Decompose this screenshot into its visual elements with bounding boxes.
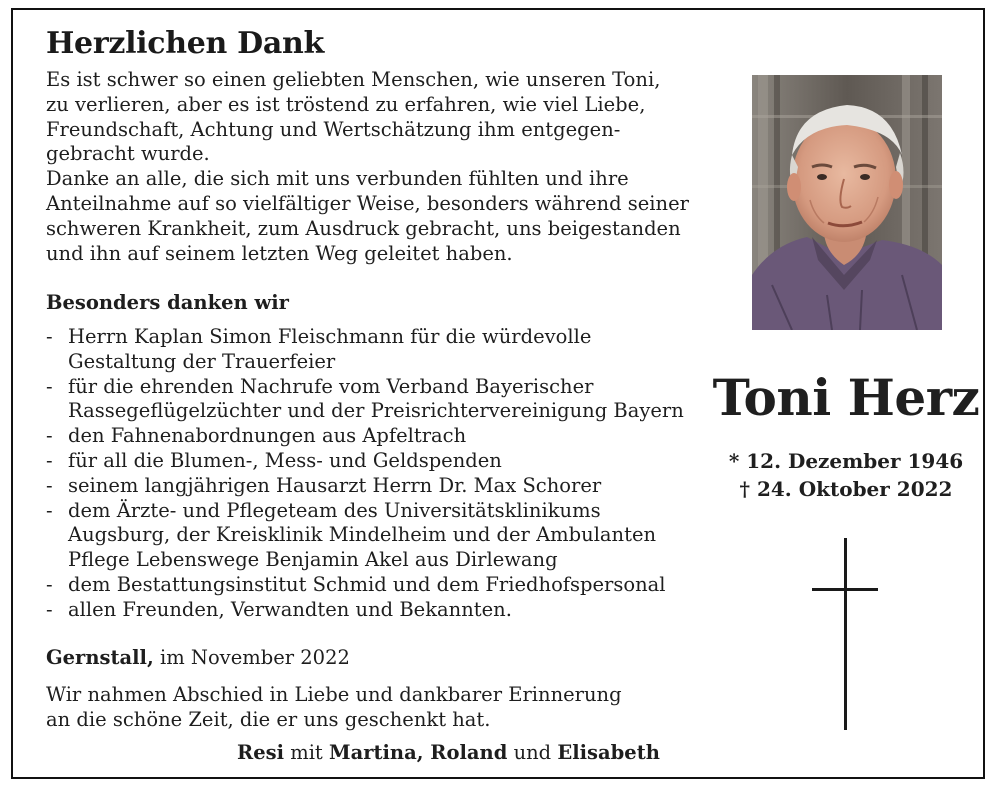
intro-line: Anteilnahme auf so vielfältiger Weise, besonders während seiner — [46, 191, 689, 215]
dash: - — [46, 473, 53, 497]
dash: - — [46, 374, 53, 398]
signature-word: mit — [290, 741, 323, 764]
farewell-text — [46, 683, 622, 733]
intro-line: Danke an alle, die sich mit uns verbunden fühlten und ihre — [46, 167, 629, 191]
dash: - — [46, 597, 53, 621]
farewell-line: an die schöne Zeit, die er uns geschenkt hat. — [46, 707, 491, 731]
cross-icon — [812, 538, 878, 730]
list-item-line: den Fahnenabordnungen aus Apfeltrach — [68, 424, 467, 448]
dash: - — [46, 424, 53, 448]
date: im November 2022 — [159, 646, 350, 669]
list-item — [46, 474, 684, 499]
portrait-photo — [752, 75, 942, 330]
farewell-line: Wir nahmen Abschied in Liebe und dankbarer Erinnerung — [46, 683, 622, 706]
cross-horizontal — [812, 588, 878, 591]
thanks-heading: Besonders danken wir — [46, 291, 289, 314]
cross-vertical — [844, 538, 847, 730]
list-item — [46, 598, 684, 623]
list-item-line: Pflege Lebenswege Benjamin Akel aus Dirlewang — [68, 548, 558, 572]
list-item — [46, 424, 684, 449]
list-item — [46, 449, 684, 474]
list-item-line: dem Ärzte- und Pflegeteam des Universitätsklinikums — [68, 498, 601, 522]
list-item-line: dem Bestattungsinstitut Schmid und dem Friedhofspersonal — [68, 572, 666, 596]
list-item-line: Augsburg, der Kreisklinik Mindelheim und der Ambulanten — [68, 523, 657, 547]
list-item — [46, 325, 684, 375]
list-item-line: Rassegeflügelzüchter und der Preisrichtervereinigung Bayern — [68, 399, 684, 423]
intro-line: Freundschaft, Achtung und Wertschätzung ihm entgegen- — [46, 117, 621, 141]
list-item — [46, 499, 684, 573]
list-item-line: für die ehrenden Nachrufe vom Verband Bayerischer — [68, 374, 594, 398]
list-item — [46, 573, 684, 598]
intro-line: gebracht wurde. — [46, 142, 210, 166]
dash: - — [46, 498, 53, 522]
death-date: † 24. Oktober 2022 — [739, 477, 953, 501]
intro-line: zu verlieren, aber es ist tröstend zu erfahren, wie viel Liebe, — [46, 92, 646, 116]
list-item-line: für all die Blumen-, Mess- und Geldspenden — [68, 448, 502, 472]
signature-name: Resi — [237, 741, 284, 764]
list-item — [46, 375, 684, 425]
list-item-line: allen Freunden, Verwandten und Bekannten. — [68, 597, 512, 621]
intro-line: Es ist schwer so einen geliebten Menschen, wie unseren Toni, — [46, 68, 661, 91]
signature-name: Elisabeth — [557, 741, 660, 764]
portrait-image — [752, 75, 942, 330]
intro-text — [46, 68, 689, 266]
list-item-line: Gestaltung der Trauerfeier — [68, 349, 336, 373]
birth-date: * 12. Dezember 1946 — [728, 449, 964, 473]
signature — [237, 741, 660, 766]
list-item-line: Herrn Kaplan Simon Fleischmann für die würdevolle — [68, 325, 592, 348]
signature-name: Martina, Roland — [328, 741, 508, 764]
dash: - — [46, 572, 53, 596]
deceased-name: Toni Herz — [712, 368, 980, 427]
place: Gernstall, — [46, 646, 154, 669]
signature-word: und — [513, 741, 552, 764]
intro-line: schweren Krankheit, zum Ausdruck gebracht, uns beigestanden — [46, 216, 681, 240]
intro-line: und ihn auf seinem letzten Weg geleitet haben. — [46, 241, 513, 265]
thanks-list — [46, 325, 684, 623]
dash: - — [46, 325, 53, 348]
list-item-line: seinem langjährigen Hausarzt Herrn Dr. Max Schorer — [68, 473, 602, 497]
heading: Herzlichen Dank — [46, 26, 325, 61]
dash: - — [46, 448, 53, 472]
place-date — [46, 646, 350, 671]
